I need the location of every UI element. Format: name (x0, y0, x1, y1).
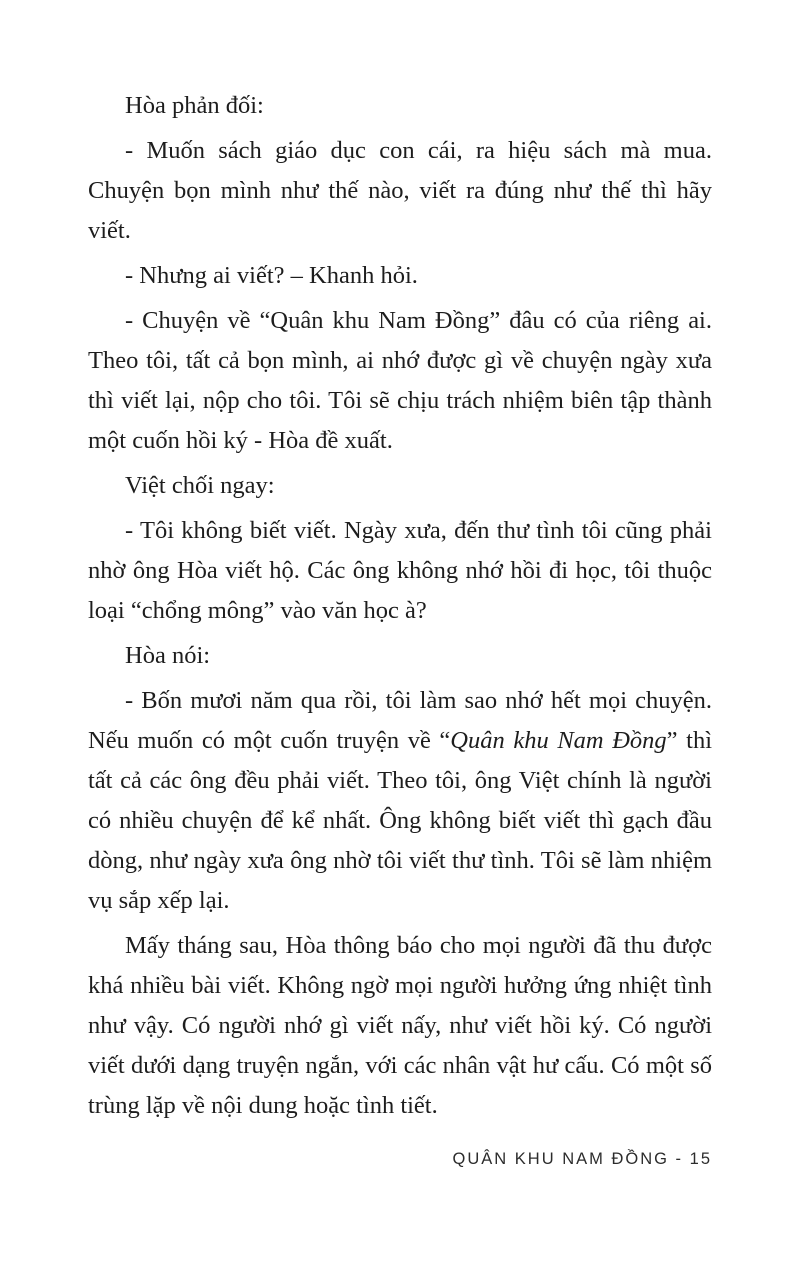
paragraph (88, 256, 712, 296)
paragraph (88, 926, 712, 1126)
page-text (88, 86, 712, 1131)
paragraph (88, 636, 712, 676)
text-run: - Chuyện về “Quân khu Nam Đồng” đâu có của riêng ai. Theo tôi, tất cả bọn mình, ai nhớ được gì về chuyện ngày xưa thì viết lại, nộp cho tôi. Tôi sẽ chịu trách nhiệm biên tập thành một cuốn hồi ký - Hòa đề xuất. (88, 307, 712, 454)
text-run: ” thì tất cả các ông đều phải viết. Theo tôi, ông Việt chính là người có nhiều chuyện để kể nhất. Ông không biết viết thì gạch đầu dòng, như ngày xưa ông nhờ tôi viết thư tình. Tôi sẽ làm nhiệm vụ sắp xếp lại. (88, 727, 712, 914)
italic-text-run: Quân khu Nam Đồng (450, 727, 667, 754)
paragraph (88, 466, 712, 506)
paragraph (88, 511, 712, 631)
text-run: Hòa nói: (125, 642, 211, 669)
paragraph (88, 86, 712, 126)
text-run: - Muốn sách giáo dục con cái, ra hiệu sách mà mua. Chuyện bọn mình như thế nào, viết ra đúng như thế thì hãy viết. (88, 137, 712, 244)
text-run: - Tôi không biết viết. Ngày xưa, đến thư tình tôi cũng phải nhờ ông Hòa viết hộ. Các ông không nhớ hồi đi học, tôi thuộc loại “chổng mông” vào văn học à? (88, 517, 712, 624)
text-run: Mấy tháng sau, Hòa thông báo cho mọi người đã thu được khá nhiều bài viết. Không ngờ mọi người hưởng ứng nhiệt tình như vậy. Có người nhớ gì viết nấy, như viết hồi ký. Có người viết dưới dạng truyện ngắn, với các nhân vật hư cấu. Có một số trùng lặp về nội dung hoặc tình tiết. (88, 932, 712, 1119)
page-footer (453, 1150, 712, 1169)
paragraph (88, 131, 712, 251)
paragraph (88, 681, 712, 921)
text-run: - Bốn mươi năm qua rồi, tôi làm sao nhớ hết mọi chuyện. Nếu muốn có một cuốn truyện về “ (88, 687, 712, 754)
paragraph (88, 301, 712, 461)
running-title: QUÂN KHU NAM ĐỒNG - 15 (452, 1150, 712, 1168)
text-run: - Nhưng ai viết? – Khanh hỏi. (125, 262, 418, 289)
text-run: Hòa phản đối: (125, 92, 264, 119)
text-run: Việt chối ngay: (125, 472, 275, 499)
